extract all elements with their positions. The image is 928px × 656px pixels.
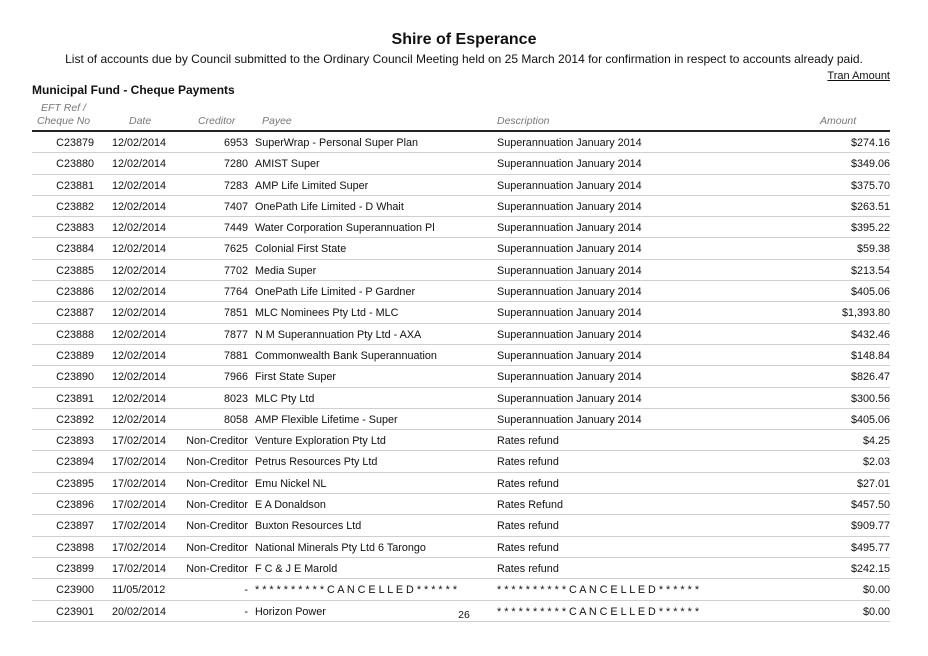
table-row bbox=[32, 451, 890, 472]
cheque-number: C23888 bbox=[56, 328, 94, 341]
creditor-number: 7881 bbox=[223, 349, 248, 362]
payment-amount: $0.00 bbox=[862, 584, 890, 597]
payee-name: AMP Flexible Lifetime - Super bbox=[255, 413, 398, 426]
cheque-number: C23892 bbox=[56, 413, 94, 426]
cheque-number: C23901 bbox=[56, 605, 94, 618]
cheque-number: C23879 bbox=[56, 137, 94, 149]
payee-name: Commonwealth Bank Superannuation bbox=[255, 349, 437, 362]
creditor-number: 6953 bbox=[223, 137, 248, 149]
tran-amount-label: Tran Amount bbox=[827, 70, 890, 82]
cheque-number: C23894 bbox=[56, 456, 94, 469]
cheque-number: C23882 bbox=[56, 200, 94, 213]
cheque-number: C23899 bbox=[56, 562, 94, 575]
table-row bbox=[32, 175, 890, 196]
creditor-number: Non-Creditor bbox=[186, 435, 248, 448]
payment-description: Superannuation January 2014 bbox=[497, 286, 642, 299]
table-row bbox=[32, 494, 890, 515]
payee-name: * * * * * * * * * * C A N C E L L E D * * * * * * bbox=[255, 584, 458, 597]
cheque-number: C23885 bbox=[56, 264, 94, 277]
table-row bbox=[32, 430, 890, 451]
payee-name: E A Donaldson bbox=[255, 499, 326, 512]
payment-date: 12/02/2014 bbox=[112, 349, 167, 362]
cheque-number: C23900 bbox=[56, 584, 94, 597]
creditor-number: - bbox=[244, 584, 248, 597]
creditor-number: Non-Creditor bbox=[186, 541, 248, 554]
payment-description: Superannuation January 2014 bbox=[497, 158, 642, 171]
payment-amount: $263.51 bbox=[850, 200, 890, 213]
creditor-number: 7407 bbox=[223, 200, 248, 213]
payment-amount: $495.77 bbox=[850, 541, 890, 554]
payment-date: 17/02/2014 bbox=[112, 456, 167, 469]
payment-date: 17/02/2014 bbox=[112, 499, 167, 512]
payment-description: Superannuation January 2014 bbox=[497, 243, 642, 256]
creditor-number: 8023 bbox=[223, 392, 248, 405]
payment-description: Superannuation January 2014 bbox=[497, 179, 642, 192]
payment-date: 20/02/2014 bbox=[112, 605, 167, 618]
creditor-number: 7966 bbox=[223, 371, 248, 384]
column-header-cheque-no: Cheque No bbox=[37, 115, 91, 127]
payment-amount: $826.47 bbox=[850, 371, 890, 384]
payments-table bbox=[32, 132, 890, 622]
payment-amount: $4.25 bbox=[862, 435, 890, 448]
cheque-number: C23886 bbox=[56, 286, 94, 299]
creditor-number: 7625 bbox=[223, 243, 248, 256]
payment-date: 12/02/2014 bbox=[112, 286, 167, 299]
cheque-number: C23895 bbox=[56, 477, 94, 490]
payment-description: Rates Refund bbox=[497, 499, 564, 512]
payment-description: Rates refund bbox=[497, 456, 559, 469]
payment-amount: $395.22 bbox=[850, 222, 890, 235]
payee-name: Horizon Power bbox=[255, 605, 326, 618]
payment-amount: $274.16 bbox=[850, 137, 890, 149]
creditor-number: 7283 bbox=[223, 179, 248, 192]
creditor-number: 7764 bbox=[223, 286, 248, 299]
payee-name: Colonial First State bbox=[255, 243, 347, 256]
table-row bbox=[32, 558, 890, 579]
cheque-number: C23890 bbox=[56, 371, 94, 384]
payment-date: 12/02/2014 bbox=[112, 392, 167, 405]
payment-description: Superannuation January 2014 bbox=[497, 200, 642, 213]
payment-amount: $0.00 bbox=[862, 605, 890, 618]
creditor-number: 7449 bbox=[223, 222, 248, 235]
creditor-number: 8058 bbox=[223, 413, 248, 426]
table-row bbox=[32, 473, 890, 494]
payment-date: 17/02/2014 bbox=[112, 477, 167, 490]
payee-name: SuperWrap - Personal Super Plan bbox=[255, 137, 419, 149]
table-row bbox=[32, 324, 890, 345]
payment-date: 11/05/2012 bbox=[112, 584, 166, 597]
payment-amount: $432.46 bbox=[850, 328, 890, 341]
payment-amount: $148.84 bbox=[850, 349, 890, 362]
payment-description: Superannuation January 2014 bbox=[497, 222, 642, 235]
payment-amount: $457.50 bbox=[850, 499, 890, 512]
payment-description: Superannuation January 2014 bbox=[497, 349, 642, 362]
payment-date: 12/02/2014 bbox=[112, 158, 167, 171]
payment-description: Rates refund bbox=[497, 435, 559, 448]
payee-name: OnePath Life Limited - D Whait bbox=[255, 200, 404, 213]
payment-description: Superannuation January 2014 bbox=[497, 137, 642, 149]
payment-date: 17/02/2014 bbox=[112, 562, 167, 575]
payment-date: 17/02/2014 bbox=[112, 435, 167, 448]
creditor-number: Non-Creditor bbox=[186, 499, 248, 512]
cheque-number: C23887 bbox=[56, 307, 94, 320]
payment-amount: $375.70 bbox=[850, 179, 890, 192]
payment-date: 17/02/2014 bbox=[112, 541, 167, 554]
payee-name: Water Corporation Superannuation Pl bbox=[255, 222, 435, 235]
creditor-number: 7851 bbox=[223, 307, 248, 320]
payment-description: Superannuation January 2014 bbox=[497, 264, 642, 277]
table-row bbox=[32, 579, 890, 600]
payment-description: * * * * * * * * * * C A N C E L L E D * * * * * * bbox=[497, 584, 700, 597]
payment-amount: $405.06 bbox=[850, 286, 890, 299]
payment-amount: $242.15 bbox=[850, 562, 890, 575]
payee-name: Venture Exploration Pty Ltd bbox=[255, 435, 386, 448]
payee-name: Emu Nickel NL bbox=[255, 477, 327, 490]
page-number: 26 bbox=[458, 609, 470, 621]
cheque-number: C23883 bbox=[56, 222, 94, 235]
cheque-number: C23897 bbox=[56, 520, 94, 533]
payment-description: Superannuation January 2014 bbox=[497, 413, 642, 426]
cheque-number: C23891 bbox=[56, 392, 94, 405]
payment-description: Superannuation January 2014 bbox=[497, 307, 642, 320]
payment-description: Rates refund bbox=[497, 562, 559, 575]
table-row bbox=[32, 409, 890, 430]
creditor-number: Non-Creditor bbox=[186, 520, 248, 533]
payment-description: Rates refund bbox=[497, 477, 559, 490]
payment-date: 12/02/2014 bbox=[112, 222, 167, 235]
column-header-eft-ref: EFT Ref / bbox=[41, 102, 86, 114]
table-row bbox=[32, 153, 890, 174]
payee-name: Buxton Resources Ltd bbox=[255, 520, 362, 533]
column-header-amount: Amount bbox=[820, 115, 857, 127]
table-row bbox=[32, 515, 890, 536]
table-row bbox=[32, 366, 890, 387]
table-row bbox=[32, 537, 890, 558]
payment-date: 12/02/2014 bbox=[112, 371, 167, 384]
creditor-number: 7702 bbox=[223, 264, 248, 277]
column-header-creditor: Creditor bbox=[198, 115, 236, 127]
column-header-payee: Payee bbox=[262, 115, 292, 127]
payment-amount: $909.77 bbox=[850, 520, 890, 533]
table-row bbox=[32, 302, 890, 323]
payment-amount: $213.54 bbox=[850, 264, 890, 277]
payee-name: Petrus Resources Pty Ltd bbox=[255, 456, 378, 469]
payee-name: N M Superannuation Pty Ltd - AXA bbox=[255, 328, 422, 341]
creditor-number: - bbox=[244, 605, 248, 618]
document-subtitle: List of accounts due by Council submitted to the Ordinary Council Meeting held on 25 March 2014 for confirmation in respect to accounts already paid. bbox=[65, 52, 863, 66]
payment-date: 12/02/2014 bbox=[112, 328, 167, 341]
cheque-number: C23898 bbox=[56, 541, 94, 554]
payment-description: Rates refund bbox=[497, 520, 559, 533]
payee-name: MLC Pty Ltd bbox=[255, 392, 315, 405]
table-row bbox=[32, 196, 890, 217]
cheque-number: C23881 bbox=[56, 179, 94, 192]
payment-amount: $1,393.80 bbox=[841, 307, 890, 320]
table-row bbox=[32, 281, 890, 302]
payment-amount: $59.38 bbox=[856, 243, 890, 256]
payment-amount: $405.06 bbox=[850, 413, 890, 426]
document-title: Shire of Esperance bbox=[391, 31, 537, 48]
payee-name: OnePath Life Limited - P Gardner bbox=[255, 286, 416, 299]
payment-amount: $349.06 bbox=[850, 158, 890, 171]
payment-description: Superannuation January 2014 bbox=[497, 392, 642, 405]
table-row bbox=[32, 238, 890, 259]
payment-date: 17/02/2014 bbox=[112, 520, 167, 533]
payee-name: AMP Life Limited Super bbox=[255, 179, 369, 192]
cheque-number: C23889 bbox=[56, 349, 94, 362]
payment-date: 12/02/2014 bbox=[112, 243, 167, 256]
payee-name: AMIST Super bbox=[255, 158, 320, 171]
payee-name: National Minerals Pty Ltd 6 Tarongo bbox=[255, 541, 426, 554]
payment-description: Superannuation January 2014 bbox=[497, 371, 642, 384]
table-row bbox=[32, 260, 890, 281]
payment-date: 12/02/2014 bbox=[112, 413, 167, 426]
column-header-description: Description bbox=[497, 115, 550, 127]
table-row bbox=[32, 217, 890, 238]
cheque-number: C23896 bbox=[56, 499, 94, 512]
payment-date: 12/02/2014 bbox=[112, 307, 167, 320]
section-heading: Municipal Fund - Cheque Payments bbox=[32, 83, 235, 97]
payment-date: 12/02/2014 bbox=[112, 264, 167, 277]
table-row bbox=[32, 388, 890, 409]
payment-date: 12/02/2014 bbox=[112, 200, 167, 213]
payee-name: MLC Nominees Pty Ltd - MLC bbox=[255, 307, 399, 320]
payment-amount: $2.03 bbox=[862, 456, 890, 469]
payment-date: 12/02/2014 bbox=[112, 179, 167, 192]
payee-name: First State Super bbox=[255, 371, 337, 384]
cheque-number: C23880 bbox=[56, 158, 94, 171]
creditor-number: Non-Creditor bbox=[186, 477, 248, 490]
creditor-number: Non-Creditor bbox=[186, 456, 248, 469]
cheque-number: C23893 bbox=[56, 435, 94, 448]
payment-date: 12/02/2014 bbox=[112, 137, 167, 149]
payment-amount: $27.01 bbox=[856, 477, 890, 490]
creditor-number: Non-Creditor bbox=[186, 562, 248, 575]
payee-name: F C & J E Marold bbox=[255, 562, 338, 575]
table-row bbox=[32, 345, 890, 366]
creditor-number: 7877 bbox=[223, 328, 248, 341]
payment-description: * * * * * * * * * * C A N C E L L E D * * * * * * bbox=[497, 605, 700, 618]
payment-description: Rates refund bbox=[497, 541, 559, 554]
creditor-number: 7280 bbox=[223, 158, 248, 171]
payment-description: Superannuation January 2014 bbox=[497, 328, 642, 341]
payment-amount: $300.56 bbox=[850, 392, 890, 405]
cheque-number: C23884 bbox=[56, 243, 94, 256]
table-row bbox=[32, 132, 890, 153]
payee-name: Media Super bbox=[255, 264, 317, 277]
column-header-date: Date bbox=[129, 115, 152, 127]
